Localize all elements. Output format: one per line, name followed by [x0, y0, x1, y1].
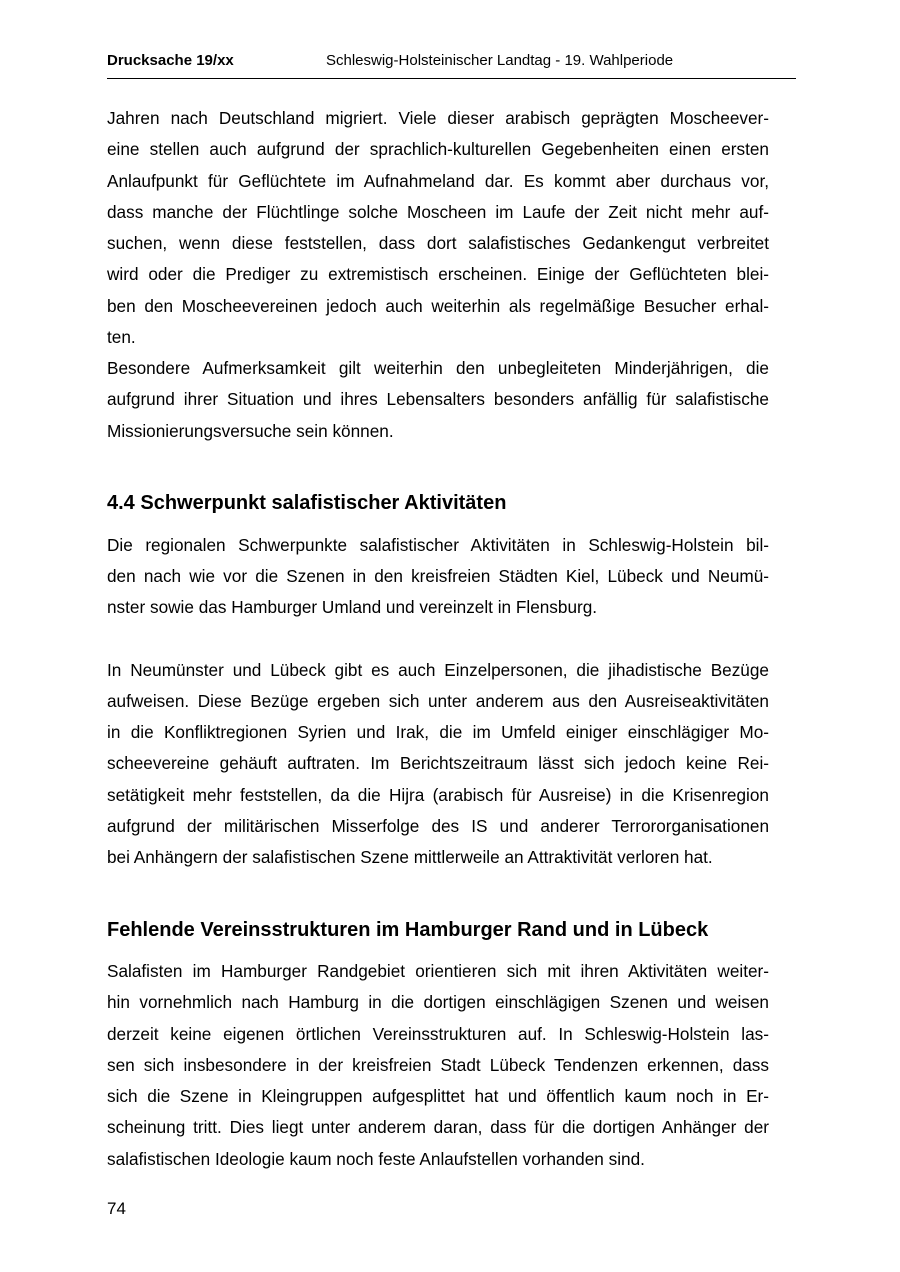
text-line: nster sowie das Hamburger Umland und vereinzelt in Flensburg. — [107, 597, 598, 617]
text-line: den nach wie vor die Szenen in den kreisfreien Städten Kiel, Lübeck und Neumü- — [107, 566, 769, 586]
page-header — [107, 50, 796, 79]
text-line: ten. — [107, 327, 136, 347]
section-heading: 4.4 Schwerpunkt salafistischer Aktivitäten — [107, 492, 507, 514]
text-line: dass manche der Flüchtlinge solche Moscheen im Laufe der Zeit nicht mehr auf- — [107, 202, 769, 222]
text-line: In Neumünster und Lübeck gibt es auch Einzelpersonen, die jihadistische Bezüge — [107, 660, 769, 680]
text-line: bei Anhängern der salafistischen Szene mittlerweile an Attraktivität verloren hat. — [107, 847, 713, 867]
text-line: ben den Moscheevereinen jedoch auch weiterhin als regelmäßige Besucher erhal- — [107, 296, 769, 316]
text-line: aufgrund ihrer Situation und ihres Lebensalters besonders anfällig für salafistische — [107, 389, 769, 409]
text-line: setätigkeit mehr feststellen, da die Hijra (arabisch für Ausreise) in die Krisenregion — [107, 785, 769, 805]
text-line: salafistischen Ideologie kaum noch feste Anlaufstellen vorhanden sind. — [107, 1149, 645, 1169]
text-line: derzeit keine eigenen örtlichen Vereinsstrukturen auf. In Schleswig-Holstein las- — [107, 1024, 769, 1044]
text-line: aufgrund der militärischen Misserfolge des IS und anderer Terrororganisationen — [107, 816, 769, 836]
text-line: in die Konfliktregionen Syrien und Irak, die im Umfeld einiger einschlägiger Mo- — [107, 722, 769, 742]
text-line: Die regionalen Schwerpunkte salafistischer Aktivitäten in Schleswig-Holstein bil- — [107, 535, 769, 555]
document-number: Drucksache 19/xx — [107, 52, 234, 69]
text-line: Anlaufpunkt für Geflüchtete im Aufnahmeland dar. Es kommt aber durchaus vor, — [107, 171, 769, 191]
text-line: Jahren nach Deutschland migriert. Viele dieser arabisch geprägten Moscheever- — [107, 108, 769, 128]
text-line: suchen, wenn diese feststellen, dass dort salafistisches Gedankengut verbreitet — [107, 233, 769, 253]
document-source: Schleswig-Holsteinischer Landtag - 19. Wahlperiode — [326, 52, 674, 69]
text-line: Missionierungsversuche sein können. — [107, 421, 394, 441]
text-line: sen sich insbesondere in der kreisfreien Stadt Lübeck Tendenzen erkennen, dass — [107, 1055, 769, 1075]
text-line: Besondere Aufmerksamkeit gilt weiterhin den unbegleiteten Minderjährigen, die — [107, 358, 769, 378]
text-line: sich die Szene in Kleingruppen aufgesplittet hat und öffentlich kaum noch in Er- — [107, 1086, 769, 1106]
text-line: scheinung tritt. Dies liegt unter anderem daran, dass für die dortigen Anhänger der — [107, 1117, 769, 1137]
text-line: hin vornehmlich nach Hamburg in die dortigen einschlägigen Szenen und weisen — [107, 992, 769, 1012]
text-line: Salafisten im Hamburger Randgebiet orientieren sich mit ihren Aktivitäten weiter- — [107, 961, 769, 981]
text-line: wird oder die Prediger zu extremistisch erscheinen. Einige der Geflüchteten blei- — [107, 264, 769, 284]
text-line: eine stellen auch aufgrund der sprachlich-kulturellen Gegebenheiten einen ersten — [107, 139, 769, 159]
section-heading: Fehlende Vereinsstrukturen im Hamburger Rand und in Lübeck — [107, 919, 709, 941]
text-line: scheevereine gehäuft auftraten. Im Berichtszeitraum lässt sich jedoch keine Rei- — [107, 753, 769, 773]
page-number: 74 — [107, 1199, 126, 1218]
text-line: aufweisen. Diese Bezüge ergeben sich unter anderem aus den Ausreiseaktivitäten — [107, 691, 769, 711]
